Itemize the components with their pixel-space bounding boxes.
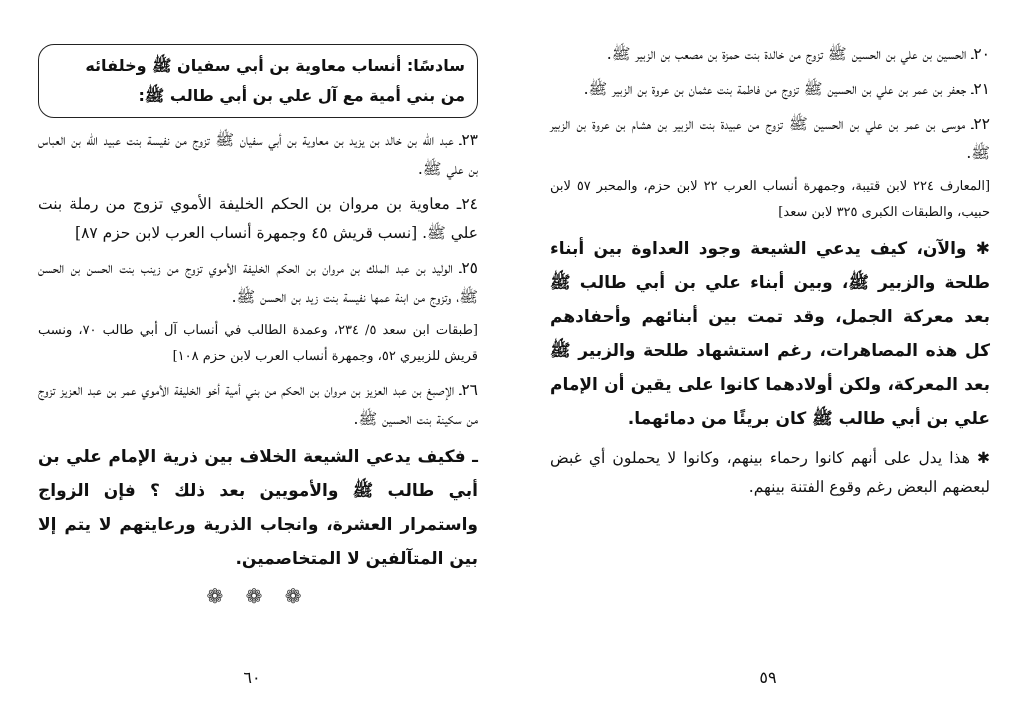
- emphasis-paragraph: ✱ والآن، كيف يدعي الشيعة وجود العداوة بين أبناء طلحة والزبير ﷺ، وبين أبناء علي بن أبي طالب ﷺ بعد معركة الجمل، وقد تمت بين أبنائهم وأحفادهم كل هذه المصاهرات، رغم استشهاد طلحة والزبير ﷺ بعد المعركة، ولكن أولادهما كانوا على يقين أن الإمام علي بن أبي طالب ﷺ كان بريئًا من دمائهما.: [550, 239, 990, 429]
- page-59: [550, 40, 990, 650]
- paragraph-20: ٢٠ـ الحسين بن علي بن الحسين ﷺ تزوج من خالدة بنت حمزة بن مصعب بن الزبير ﷺ.: [606, 45, 990, 63]
- section-heading-line1: سادسًا: أنساب معاوية بن أبي سفيان ﷺ وخلفائه: [85, 56, 465, 75]
- final-paragraph: ✱ هذا يدل على أنهم كانوا رحماء بينهم، وكانوا لا يحملون أي غبض لبعضهم البعض رغم وقوع الفتنة بينهم.: [550, 449, 990, 496]
- paragraph-23: ٢٣ـ عبد الله بن خالد بن يزيد بن معاوية بن أبي سفيان ﷺ تزوج من نفيسة بنت عبيد الله بن العباس بن علي ﷺ.: [38, 131, 478, 178]
- page-60: [38, 40, 478, 650]
- paragraph-25: ٢٥ـ الوليد بن عبد الملك بن مروان بن الحكم الخليفة الأموي تزوج من زينب بنت الحسن بن الحسن ﷺ، وتزوج من ابنة عمها نفيسة بنت زيد بن الحسن ﷺ.: [38, 259, 478, 306]
- ornament-divider: ❁ ❁ ❁: [206, 584, 310, 608]
- footnote-25: [طبقات ابن سعد ٥/ ٢٣٤، وعمدة الطالب في أنساب آل أبي طالب ٧٠، ونسب قريش للزبيري ٥٢، وجمهرة أنساب العرب لابن حزم ١٠٨]: [38, 323, 478, 364]
- paragraph-24: ٢٤ـ معاوية بن مروان بن الحكم الخليفة الأموي تزوج من رملة بنت علي ﷺ. [نسب قريش ٤٥ وجمهرة أنساب العرب لابن حزم ٨٧]: [38, 195, 478, 242]
- section-heading-box: [38, 44, 478, 118]
- paragraph-22: ٢٢ـ موسى بن عمر بن علي بن الحسين ﷺ تزوج من عبيدة بنت الزبير بن هشام بن عروة بن الزبير ﷺ.: [550, 115, 990, 162]
- paragraph-26: ٢٦ـ الإصبغ بن عبد العزيز بن مروان بن الحكم من بني أمية أخو الخليفة الأموي عمر بن عبد العزيز تزوج من سكينة بنت الحسين ﷺ.: [38, 381, 478, 428]
- section-heading-line2: من بني أمية مع آل علي بن أبي طالب ﷺ:: [138, 86, 465, 105]
- footnote-22: [المعارف ٢٢٤ لابن قتيبة، وجمهرة أنساب العرب ٢٢ لابن حزم، والمحبر ٥٧ لابن حبيب، والطبقات الكبرى ٣٢٥ لابن سعد]: [550, 179, 991, 220]
- page-number-right: ٥٩: [759, 668, 777, 687]
- page-number-left: ٦٠: [243, 668, 261, 687]
- closing-paragraph: ـ فكيف يدعي الشيعة الخلاف بين ذرية الإمام علي بن أبي طالب ﷺ والأمويين بعد ذلك ؟ فإن الزواج واستمرار العشرة، وانجاب الذرية ورعايتهم لا يتم إلا بين المتآلفين لا المتخاصمين.: [38, 447, 478, 569]
- paragraph-21: ٢١ـ جعفر بن عمر بن علي بن الحسين ﷺ تزوج من فاطمة بنت عثمان بن عروة بن الزبير ﷺ.: [583, 80, 990, 98]
